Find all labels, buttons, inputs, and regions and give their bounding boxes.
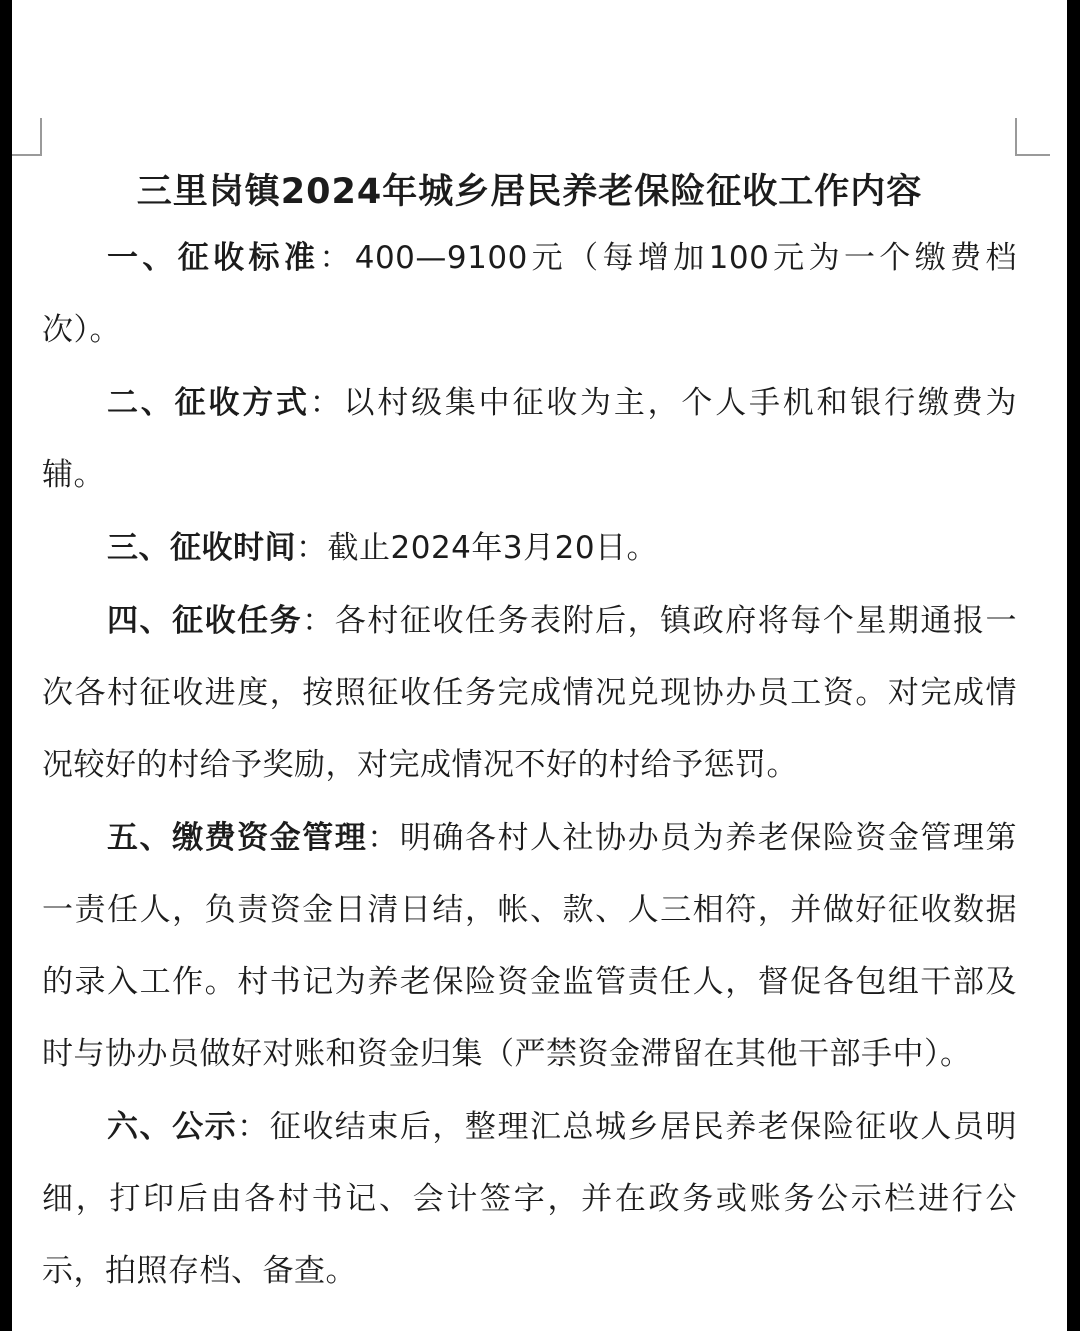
section-collection-standard: [42, 222, 1017, 366]
section-text: ：400—9100元（每增加100元为一个缴费档次）。: [42, 240, 1018, 348]
section-collection-task: [42, 585, 1017, 801]
section-text: ：截止2024年3月20日。: [296, 530, 659, 566]
section-label: 六、公示: [107, 1109, 238, 1145]
section-label: 五、缴费资金管理: [107, 820, 368, 856]
section-publicity: [42, 1091, 1017, 1307]
section-label: 四、征收任务: [107, 603, 303, 639]
document-page: [12, 0, 1067, 1331]
crop-mark-top-left-vertical: [40, 118, 42, 154]
crop-mark-top-right-horizontal: [1015, 154, 1050, 156]
section-label: 一、征收标准: [107, 240, 320, 276]
section-text: ：征收结束后，整理汇总城乡居民养老保险征收人员明细，打印后由各村书记、会计签字，并在政务或账务公示栏进行公示，拍照存档、备查。: [42, 1109, 1018, 1289]
section-text: ：明确各村人社协办员为养老保险资金管理第一责任人，负责资金日清日结，帐、款、人三相符，并做好征收数据的录入工作。村书记为养老保险资金监管责任人，督促各包组干部及时与协办员做好对账和资金归集（严禁资金滞留在其他干部手中）。: [42, 820, 1017, 1072]
crop-mark-top-left-horizontal: [12, 154, 42, 156]
section-fund-management: [42, 802, 1017, 1090]
document-body: [42, 162, 1017, 1308]
section-label: 三、征收时间: [107, 530, 296, 566]
section-text: ：各村征收任务表附后，镇政府将每个星期通报一次各村征收进度，按照征收任务完成情况兑现协办员工资。对完成情况较好的村给予奖励，对完成情况不好的村给予惩罚。: [42, 603, 1018, 783]
section-collection-time: [42, 512, 1017, 584]
section-label: 二、征收方式: [107, 385, 310, 421]
section-collection-method: [42, 367, 1017, 511]
crop-mark-top-right-vertical: [1015, 118, 1017, 154]
document-title: 三里岗镇2024年城乡居民养老保险征收工作内容: [136, 172, 923, 212]
section-text: ：以村级集中征收为主，个人手机和银行缴费为辅。: [42, 385, 1018, 493]
